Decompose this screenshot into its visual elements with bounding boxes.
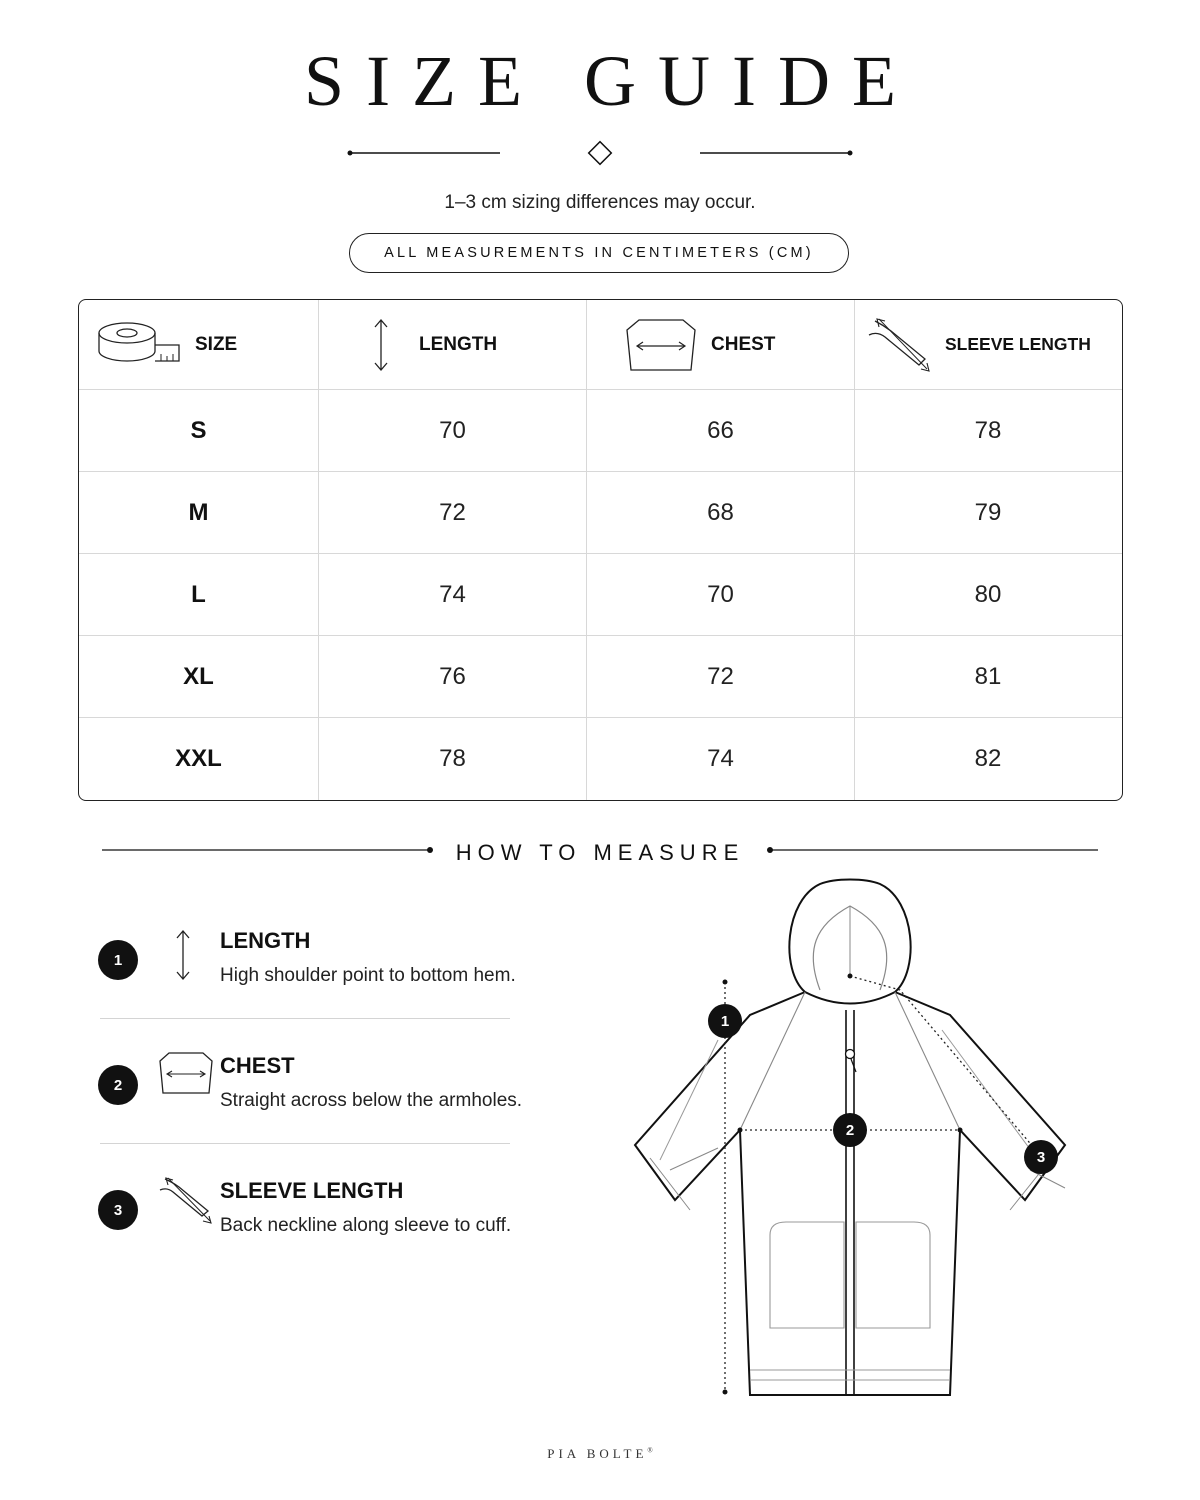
header-size	[79, 300, 319, 389]
table-row	[79, 554, 1122, 636]
step-number-badge: 2	[98, 1065, 138, 1105]
table-row	[79, 472, 1122, 554]
cell-length: 76	[319, 636, 587, 717]
cell-chest: 74	[587, 718, 855, 800]
units-badge: ALL MEASUREMENTS IN CENTIMETERS (CM)	[349, 233, 849, 273]
chest-width-icon	[158, 1051, 214, 1095]
sleeve-icon	[867, 317, 933, 373]
step-divider	[100, 1018, 510, 1019]
cell-length: 72	[319, 472, 587, 553]
size-table	[78, 299, 1123, 801]
measure-step-length	[98, 920, 558, 1020]
header-size-label: SIZE	[195, 333, 238, 355]
step-description: Straight across below the armholes.	[220, 1090, 523, 1111]
hooded-jacket-diagram	[620, 870, 1080, 1410]
title-ornament	[340, 138, 860, 168]
page-title: SIZE GUIDE	[304, 41, 918, 121]
cell-chest: 72	[587, 636, 855, 717]
cell-chest: 68	[587, 472, 855, 553]
cell-size: S	[79, 390, 319, 471]
step-description: Back neckline along sleeve to cuff.	[220, 1215, 512, 1236]
cell-sleeve: 82	[974, 745, 1002, 772]
sleeve-icon	[158, 1176, 214, 1224]
cell-length: 74	[319, 554, 587, 635]
cell-length: 78	[319, 718, 587, 800]
chest-width-icon	[625, 318, 697, 372]
header-sleeve	[855, 300, 1121, 389]
diagram-marker-3: 3	[1036, 1149, 1046, 1166]
cell-sleeve: 78	[974, 416, 1002, 444]
cell-size: L	[79, 554, 319, 635]
registered-mark: ®	[647, 1446, 653, 1455]
header-chest-label: CHEST	[711, 333, 776, 355]
step-title: LENGTH	[220, 928, 311, 953]
cell-chest: 66	[587, 390, 855, 471]
cell-sleeve: 81	[974, 662, 1002, 690]
measure-step-sleeve	[98, 1170, 558, 1270]
vertical-arrow-icon	[371, 317, 391, 373]
diagram-marker-1: 1	[720, 1013, 730, 1030]
cell-length: 70	[319, 390, 587, 471]
brand-footer	[0, 1446, 1200, 1462]
step-number-badge: 3	[98, 1190, 138, 1230]
cell-size: XL	[79, 636, 319, 717]
step-number-badge: 1	[98, 940, 138, 980]
cell-sleeve: 79	[974, 498, 1002, 526]
header-sleeve-label: SLEEVE LENGTH	[945, 334, 1091, 354]
step-title: SLEEVE LENGTH	[220, 1178, 404, 1203]
table-row	[79, 718, 1122, 800]
measure-step-chest	[98, 1045, 558, 1145]
step-divider	[100, 1143, 510, 1144]
cell-sleeve: 80	[974, 580, 1002, 608]
sizing-note: 1–3 cm sizing differences may occur.	[444, 192, 756, 213]
cell-size: M	[79, 472, 319, 553]
header-length-label: LENGTH	[419, 333, 498, 355]
header-length	[319, 300, 587, 389]
step-title: CHEST	[220, 1053, 295, 1078]
table-row	[79, 636, 1122, 718]
table-header-row	[79, 300, 1122, 390]
table-row	[79, 390, 1122, 472]
vertical-arrow-icon	[158, 928, 208, 982]
measuring-tape-icon	[97, 321, 183, 369]
header-chest	[587, 300, 855, 389]
diagram-marker-2: 2	[845, 1122, 855, 1139]
section-title: HOW TO MEASURE	[455, 840, 745, 865]
brand-name: PIA BOLTE	[547, 1446, 648, 1461]
cell-chest: 70	[587, 554, 855, 635]
cell-size: XXL	[79, 718, 319, 800]
step-description: High shoulder point to bottom hem.	[220, 965, 516, 986]
